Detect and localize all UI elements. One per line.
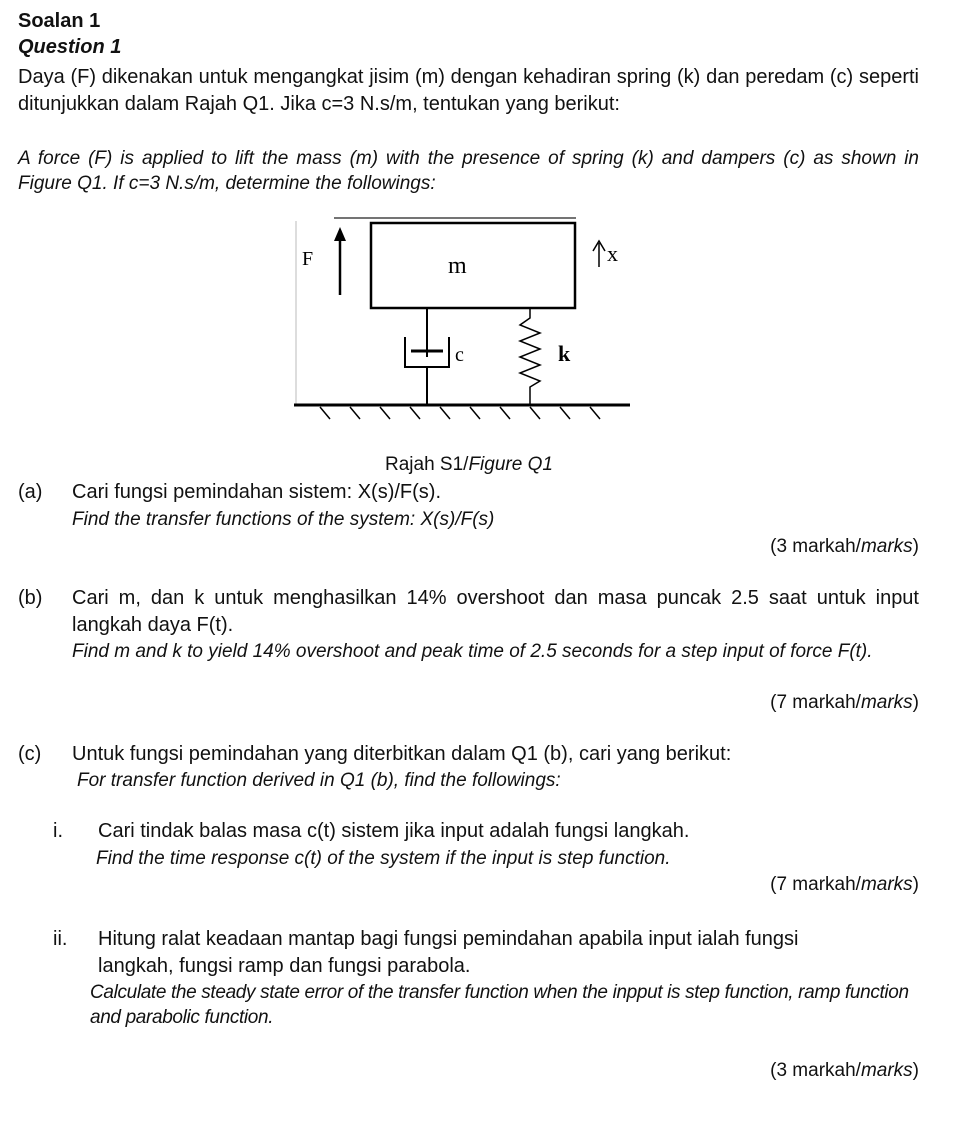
intro-en: A force (F) is applied to lift the mass (m) with the presence of spring (k) and dampers (c) as shown in Figure Q1. If c=3 N.s/m, determine the followings: [18,148,919,194]
mass-block [371,223,575,308]
force-label: F [302,248,314,270]
part-c-i-marks-close: ) [912,874,919,895]
part-c-ii-ms: Hitung ralat keadaan mantap bagi fungsi pemindahan apabila input ialah fungsi langkah, fungsi ramp dan fungsi parabola. [98,928,799,977]
spring [520,308,540,405]
part-b-en: Find m and k to yield 14% overshoot and peak time of 2.5 seconds for a step input of force F(t). [72,641,873,662]
figure-mass-spring-damper [290,215,650,430]
force-arrow-head [334,227,346,241]
part-c-i-marks-ms: (7 markah/ [770,874,861,895]
displacement-label: x [607,241,618,266]
part-b-marks-en: marks [860,692,913,713]
part-a-marks-close: ) [912,536,919,557]
part-c-i-ms: Cari tindak balas masa c(t) sistem jika input adalah fungsi langkah. [98,820,690,842]
question-heading-en: Question 1 [18,36,122,58]
part-c-ii-en: Calculate the steady state error of the transfer function when the inpput is step function, ramp function and parabolic function. [90,982,909,1028]
ground-hatching [320,407,600,419]
part-c-i-en: Find the time response c(t) of the system if the input is step function. [96,848,671,869]
mass-label: m [448,253,467,279]
figure-caption-en: Figure Q1 [468,454,553,475]
part-c-ii-marks [770,1058,919,1083]
part-c-ii-label: ii. [53,928,68,950]
part-b-marks-ms: (7 markah/ [770,692,861,713]
part-b-marks-close: ) [912,692,919,713]
part-c-ii-marks-ms: (3 markah/ [770,1060,861,1081]
part-c-en: For transfer function derived in Q1 (b), find the followings: [77,770,561,791]
damper-label: c [455,344,464,366]
question-heading-ms: Soalan 1 [18,10,101,32]
part-c-label: (c) [18,743,42,765]
part-a-marks [770,534,919,559]
part-a-ms: Cari fungsi pemindahan sistem: X(s)/F(s). [72,481,442,503]
part-c-i-label: i. [53,820,63,842]
part-c-ii-marks-en: marks [860,1060,913,1081]
part-c-i-marks [770,872,919,897]
spring-label: k [558,341,571,366]
part-b-ms: Cari m, dan k untuk menghasilkan 14% overshoot dan masa puncak 2.5 saat untuk input langkah daya F(t). [72,587,919,636]
part-b-marks [770,690,919,715]
part-c-ii-marks-close: ) [912,1060,919,1081]
figure-caption-ms: Rajah S1/ [385,454,469,475]
part-c-ms: Untuk fungsi pemindahan yang diterbitkan dalam Q1 (b), cari yang berikut: [72,743,732,765]
part-c-i-marks-en: marks [860,874,913,895]
part-a-label: (a) [18,481,43,503]
part-a-marks-ms: (3 markah/ [770,536,861,557]
part-a-en: Find the transfer functions of the system: X(s)/F(s) [72,509,495,530]
part-b-label: (b) [18,587,43,609]
intro-ms: Daya (F) dikenakan untuk mengangkat jisim (m) dengan kehadiran spring (k) dan peredam (c) seperti ditunjukkan dalam Rajah Q1. Jika c=3 N.s/m, tentukan yang berikut: [18,66,919,115]
part-a-marks-en: marks [860,536,913,557]
figure-caption [385,452,553,477]
